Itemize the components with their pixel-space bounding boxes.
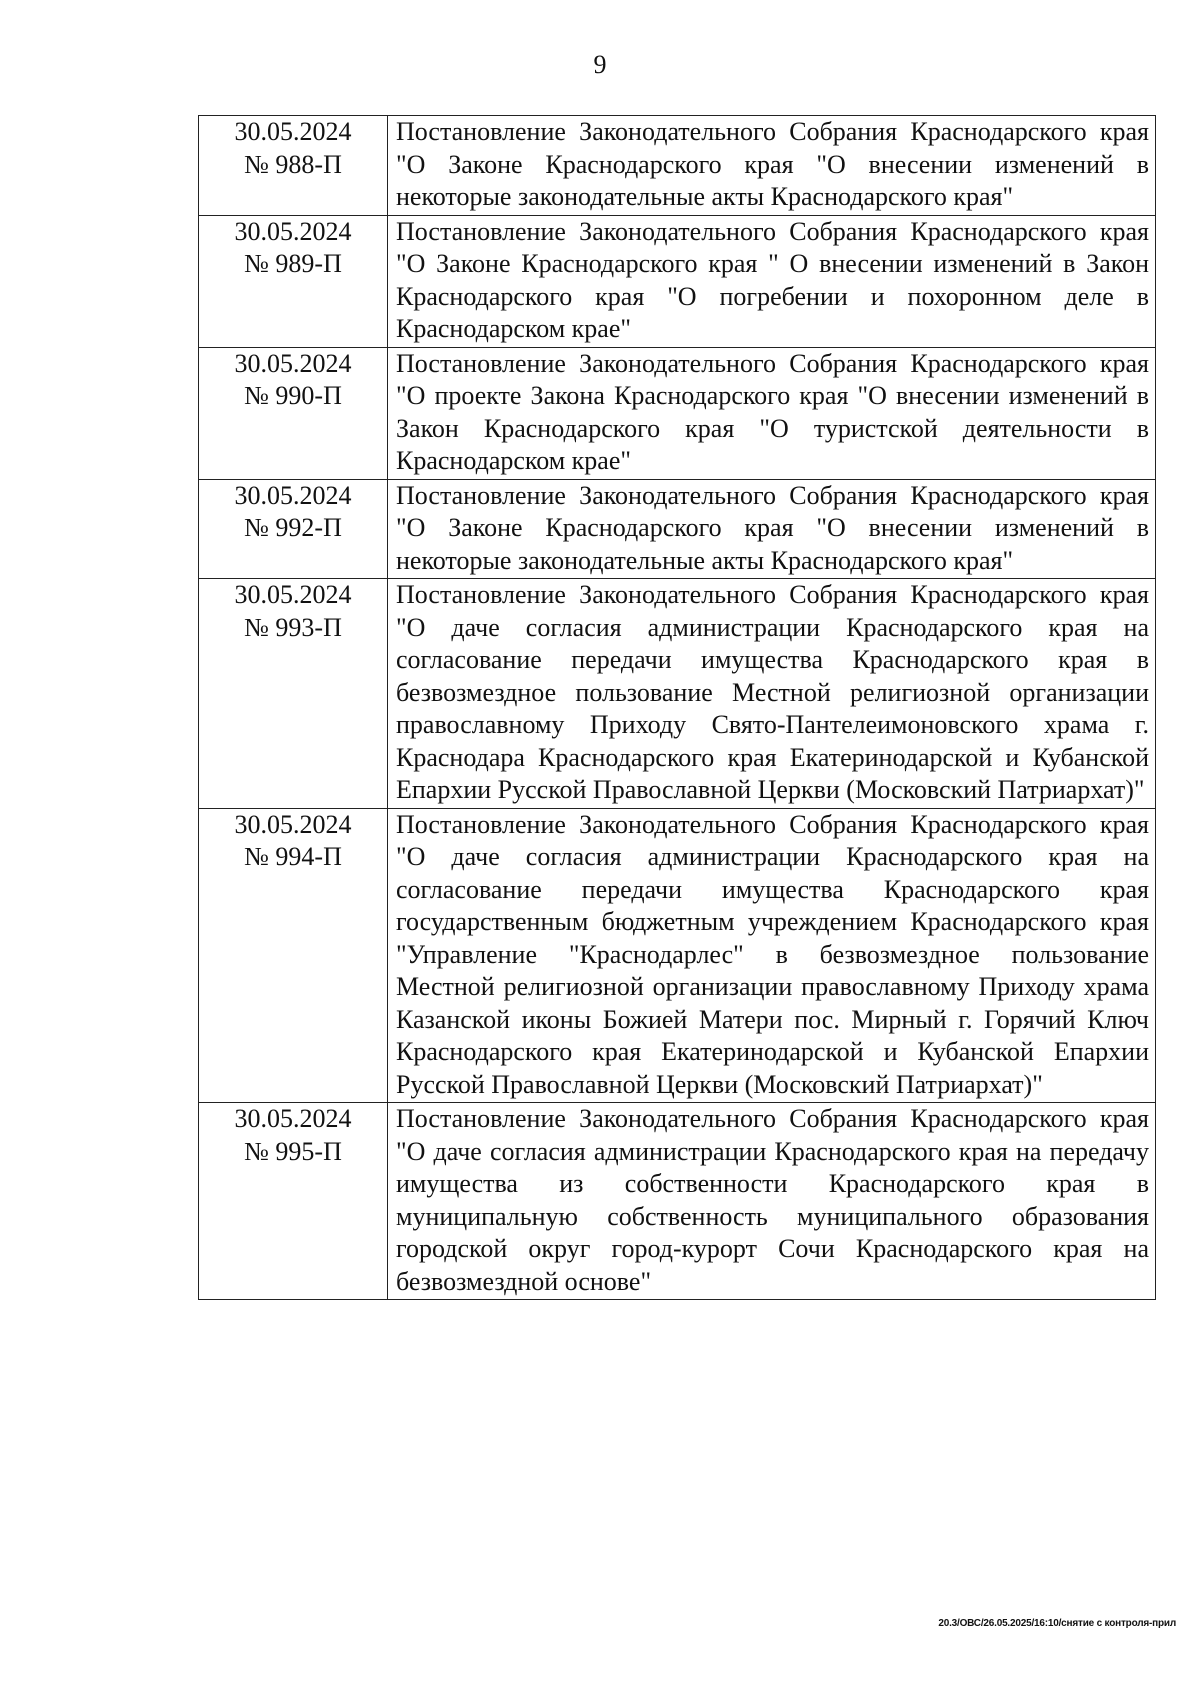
resolution-title: Постановление Законодательного Собрания Краснодарского края "О даче согласия администрации Краснодарского края на передачу имущества из собственности Краснодарского края в муниципальную собственность муниципального образования городской округ город-курорт Сочи Краснодарского края на безвозмездной основе" [388,1103,1156,1300]
resolution-title: Постановление Законодательного Собрания Краснодарского края "О Законе Краснодарского края "О внесении изменений в некоторые законодательные акты Краснодарского края" [388,116,1156,216]
table-row [199,579,1156,809]
resolutions-table [198,115,1156,1300]
resolution-date: 30.05.2024 [234,809,352,839]
resolution-title: Постановление Законодательного Собрания Краснодарского края "О Законе Краснодарского края "О внесении изменений в некоторые законодательные акты Краснодарского края" [388,479,1156,579]
resolution-number: № 988-П [244,149,342,179]
table-row [199,479,1156,579]
resolution-number: № 992-П [244,513,342,542]
resolution-title: Постановление Законодательного Собрания Краснодарского края "О даче согласия администрации Краснодарского края на согласование передачи имущества Краснодарского края в безвозмездное пользование Местной религиозной организации православному Приходу Свято-Пантелеимоновского храма г. Краснодара Краснодарского края Екатеринодарской и Кубанской Епархии Русской Православной Церкви (Московский Патриархат)" [388,579,1156,809]
resolution-date: 30.05.2024 [234,580,352,609]
table-row [199,347,1156,479]
table-row [199,808,1156,1103]
table-row [199,215,1156,347]
date-number-cell [199,808,388,1103]
table-row [199,116,1156,216]
resolution-date: 30.05.2024 [234,480,352,510]
date-number-cell [199,215,388,347]
resolution-number: № 990-П [244,381,342,410]
date-number-cell [199,347,388,479]
resolution-date: 30.05.2024 [234,1104,352,1133]
resolution-date: 30.05.2024 [234,216,352,246]
date-number-cell [199,479,388,579]
resolution-number: № 993-П [244,612,342,642]
date-number-cell [199,1103,388,1300]
footer-reference: 20.3/ОВС/26.05.2025/16:10/снятие с контроля-прил [938,1618,1176,1629]
resolution-date: 30.05.2024 [234,117,352,146]
resolution-title: Постановление Законодательного Собрания Краснодарского края "О даче согласия администрации Краснодарского края на согласование передачи имущества Краснодарского края государственным бюджетным учреждением Краснодарского края "Управление "Краснодарлес" в безвозмездное пользование Местной религиозной организации православному Приходу храма Казанской иконы Божией Матери пос. Мирный г. Горячий Ключ Краснодарского края Екатеринодарской и Кубанской Епархии Русской Православной Церкви (Московский Патриархат)" [388,808,1156,1103]
resolution-date: 30.05.2024 [234,348,352,378]
date-number-cell [199,116,388,216]
resolution-title: Постановление Законодательного Собрания Краснодарского края "О проекте Закона Краснодарского края "О внесении изменений в Закон Краснодарского края "О туристской деятельности в Краснодарском крае" [388,347,1156,479]
resolution-number: № 989-П [244,249,342,278]
date-number-cell [199,579,388,809]
page-number: 9 [593,50,607,79]
resolution-number: № 995-П [244,1136,342,1166]
table-row [199,1103,1156,1300]
resolution-number: № 994-П [244,842,342,871]
resolution-title: Постановление Законодательного Собрания Краснодарского края "О Законе Краснодарского края " О внесении изменений в Закон Краснодарского края "О погребении и похоронном деле в Краснодарском крае" [388,215,1156,347]
